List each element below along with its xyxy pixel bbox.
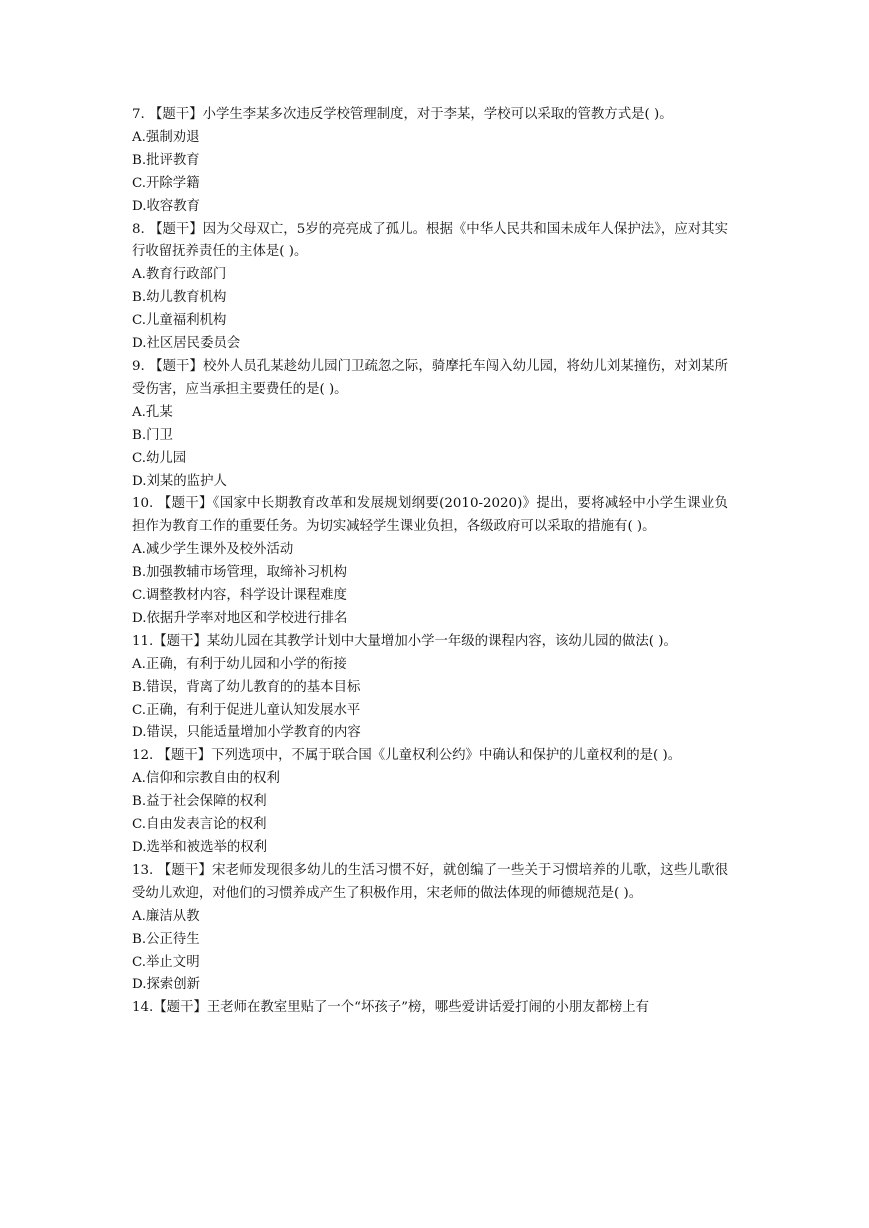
option-c: C.自由发表言论的权利 [132, 817, 267, 833]
option-a: A.廉洁从教 [132, 908, 200, 924]
question-11 [132, 631, 728, 746]
option-d: D.社区居民委员会 [132, 336, 241, 352]
option-d: D.错误，只能适量增加小学教育的内容 [132, 725, 361, 741]
option-c: C.举止文明 [132, 954, 200, 970]
question-9 [132, 356, 728, 493]
option-b: B.益于社会保障的权利 [132, 794, 267, 810]
question-stem: 13. 【题干】宋老师发现很多幼儿的生活习惯不好，就创编了一些关于习惯培养的儿歌，这些儿歌很受幼儿欢迎，对他们的习惯养成产生了积极作用，宋老师的做法体现的师德规范是( )。 [132, 862, 728, 901]
option-d: D.刘某的监护人 [132, 473, 227, 489]
option-d: D.收容教育 [132, 198, 201, 214]
option-d: D.选举和被选举的权利 [132, 840, 268, 855]
question-stem: 7. 【题干】小学生李某多次违反学校管理制度，对于李某，学校可以采取的管教方式是( )。 [132, 107, 673, 122]
question-8 [132, 219, 728, 356]
question-stem: 11.【题干】某幼儿园在其教学计划中大量增加小学一年级的课程内容，该幼儿园的做法( )。 [132, 633, 677, 649]
option-a: A.教育行政部门 [132, 267, 227, 283]
question-stem: 12. 【题干】下列选项中，不属于联合国《儿童权利公约》中确认和保护的儿童权利的是( )。 [132, 748, 682, 764]
option-c: C.调整教材内容，科学设计课程难度 [132, 588, 347, 604]
option-b: B.加强教辅市场管理，取缔补习机构 [132, 565, 347, 581]
option-c: C.正确，有利于促进儿童认知发展水平 [132, 702, 361, 718]
option-a: A.强制劝退 [132, 129, 200, 145]
option-c: C.儿童福利机构 [132, 313, 227, 329]
option-b: B.公正待生 [132, 931, 200, 947]
option-c: C.开除学籍 [132, 175, 200, 191]
question-stem: 8. 【题干】因为父母双亡，5岁的亮亮成了孤儿。根据《中华人民共和国未成年人保护法》，应对其实行收留抚养责任的主体是( )。 [132, 221, 728, 260]
option-b: B.门卫 [132, 427, 173, 443]
question-stem: 10. 【题干】《国家中长期教育改革和发展规划纲要(2010-2020)》提出，要将减轻中小学生课业负担作为教育工作的重要任务。为切实减轻学生课业负担，各级政府可以采取的措施有( )。 [132, 496, 728, 535]
option-a: A.信仰和宗教自由的权利 [132, 771, 280, 787]
option-a: A.减少学生课外及校外活动 [132, 542, 294, 558]
question-document [132, 104, 728, 1020]
option-b: B.批评教育 [132, 152, 200, 168]
question-7 [132, 104, 728, 219]
question-14 [132, 997, 728, 1020]
question-13 [132, 860, 728, 997]
option-a: A.正确，有利于幼儿园和小学的衔接 [132, 656, 347, 672]
option-b: B.幼儿教育机构 [132, 290, 227, 306]
option-c: C.幼儿园 [132, 450, 187, 466]
question-stem: 14.【题干】王老师在教室里贴了一个“坏孩子”榜，哪些爱讲话爱打闹的小朋友都榜上有 [132, 1000, 650, 1016]
option-d: D.探索创新 [132, 977, 201, 993]
option-a: A.孔某 [132, 404, 173, 420]
question-12 [132, 745, 728, 860]
question-stem: 9. 【题干】校外人员孔某趁幼儿园门卫疏忽之际，骑摩托车闯入幼儿园，将幼儿刘某撞伤，对刘某所受伤害，应当承担主要费任的是( )。 [132, 358, 728, 397]
option-b: B.错误，背离了幼儿教育的的基本目标 [132, 679, 361, 695]
option-d: D.依据升学率对地区和学校进行排名 [132, 610, 348, 626]
question-10 [132, 493, 728, 630]
